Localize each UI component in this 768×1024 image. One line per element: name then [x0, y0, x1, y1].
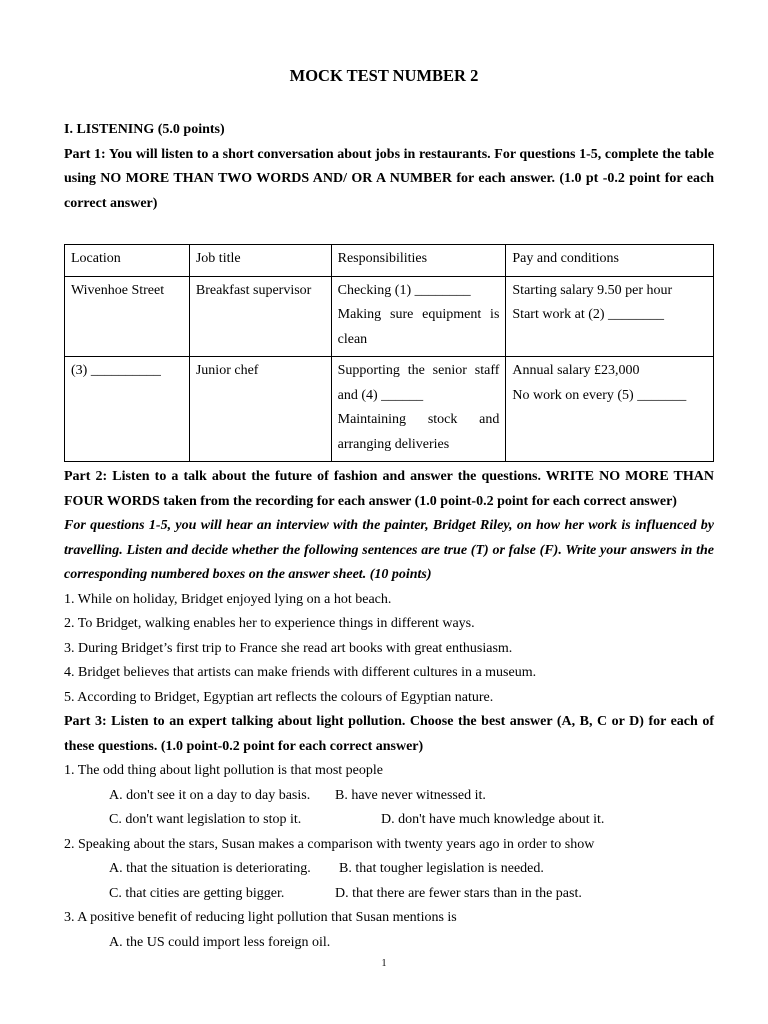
answer-option: D. that there are fewer stars than in the past.: [335, 886, 582, 901]
part3-instruction-line-1: Part 3: Listen to an expert talking about light pollution. Choose the best answer (A, B, C or D) for each of: [64, 714, 714, 729]
table-cell-location: Wivenhoe Street: [65, 276, 190, 357]
responsibility-line: arranging deliveries: [337, 436, 450, 452]
question-stem: 2. Speaking about the stars, Susan makes a comparison with twenty years ago in order to show: [64, 837, 595, 852]
responsibility-line: and (4) ______: [337, 387, 424, 403]
table-cell-responsibilities: [331, 357, 506, 462]
table-header-row: [65, 245, 714, 277]
statement-item: 5. According to Bridget, Egyptian art reflects the colours of Egyptian nature.: [64, 690, 494, 705]
pay-line: No work on every (5) _______: [512, 387, 687, 403]
answer-option: C. don't want legislation to stop it.: [109, 812, 302, 827]
part2-instruction-line-1: Part 2: Listen to a talk about the future of fashion and answer the questions. WRITE NO MORE THAN: [64, 469, 714, 484]
question-stem: 1. The odd thing about light pollution is that most people: [64, 763, 383, 778]
statement-item: 3. During Bridget’s first trip to France she read art books with great enthusiasm.: [64, 641, 513, 656]
part2-italic-line-3: corresponding numbered boxes on the answer sheet. (10 points): [64, 567, 432, 582]
page-number: 1: [381, 958, 387, 969]
table-header-cell: Pay and conditions: [506, 245, 714, 277]
responsibility-line: Checking (1) ________: [337, 282, 471, 298]
table-cell-pay: [506, 276, 714, 357]
table-cell-pay: [506, 357, 714, 462]
responsibility-line: Supporting the senior staff: [337, 363, 500, 378]
pay-line: Starting salary 9.50 per hour: [512, 282, 673, 298]
answer-option: A. the US could import less foreign oil.: [109, 935, 331, 950]
statement-item: 4. Bridget believes that artists can make friends with different cultures in a museum.: [64, 665, 537, 680]
table-cell-responsibilities: [331, 276, 506, 357]
responsibility-line: Maintaining stock and: [337, 412, 500, 427]
table-cell-job-title: Breakfast supervisor: [189, 276, 331, 357]
part1-instruction-line-2: using NO MORE THAN TWO WORDS AND/ OR A NUMBER for each answer. (1.0 pt -0.2 point for each: [64, 171, 714, 186]
statement-item: 2. To Bridget, walking enables her to experience things in different ways.: [64, 616, 475, 631]
answer-option: C. that cities are getting bigger.: [109, 886, 285, 901]
statement-item: 1. While on holiday, Bridget enjoyed lying on a hot beach.: [64, 592, 392, 607]
part2-italic-line-2: travelling. Listen and decide whether the following sentences are true (T) or false (F). Write your answers in the: [64, 543, 714, 558]
jobs-table: [64, 244, 714, 462]
page-title: MOCK TEST NUMBER 2: [289, 66, 479, 85]
part1-instruction-line-3: correct answer): [64, 196, 158, 211]
part3-instruction-line-2: these questions. (1.0 point-0.2 point for each correct answer): [64, 739, 424, 754]
answer-option: B. have never witnessed it.: [335, 788, 486, 803]
answer-option: A. don't see it on a day to day basis.: [109, 788, 311, 803]
table-row: [65, 357, 714, 462]
answer-option: B. that tougher legislation is needed.: [339, 861, 544, 876]
part1-instruction-line-1: Part 1: You will listen to a short conversation about jobs in restaurants. For questions 1-5, complete the table: [64, 147, 714, 162]
responsibility-line: Making sure equipment is: [337, 307, 500, 322]
table-header-cell: Job title: [189, 245, 331, 277]
table-cell-job-title: Junior chef: [189, 357, 331, 462]
table-header-cell: Location: [65, 245, 190, 277]
question-stem: 3. A positive benefit of reducing light pollution that Susan mentions is: [64, 910, 457, 925]
pay-line: Annual salary £23,000: [512, 363, 640, 378]
answer-option: D. don't have much knowledge about it.: [381, 812, 605, 827]
answer-option: A. that the situation is deteriorating.: [109, 861, 311, 876]
table-cell-location: (3) __________: [65, 357, 190, 462]
part2-italic-line-1: For questions 1-5, you will hear an interview with the painter, Bridget Riley, on how her work is influenced by: [64, 518, 714, 533]
part2-instruction-line-2: FOUR WORDS taken from the recording for each answer (1.0 point-0.2 point for each correct answer): [64, 494, 677, 509]
section-heading-listening: I. LISTENING (5.0 points): [64, 122, 225, 137]
responsibility-line: clean: [337, 331, 368, 347]
pay-line: Start work at (2) ________: [512, 307, 665, 322]
table-row: [65, 276, 714, 357]
table-header-cell: Responsibilities: [331, 245, 506, 277]
